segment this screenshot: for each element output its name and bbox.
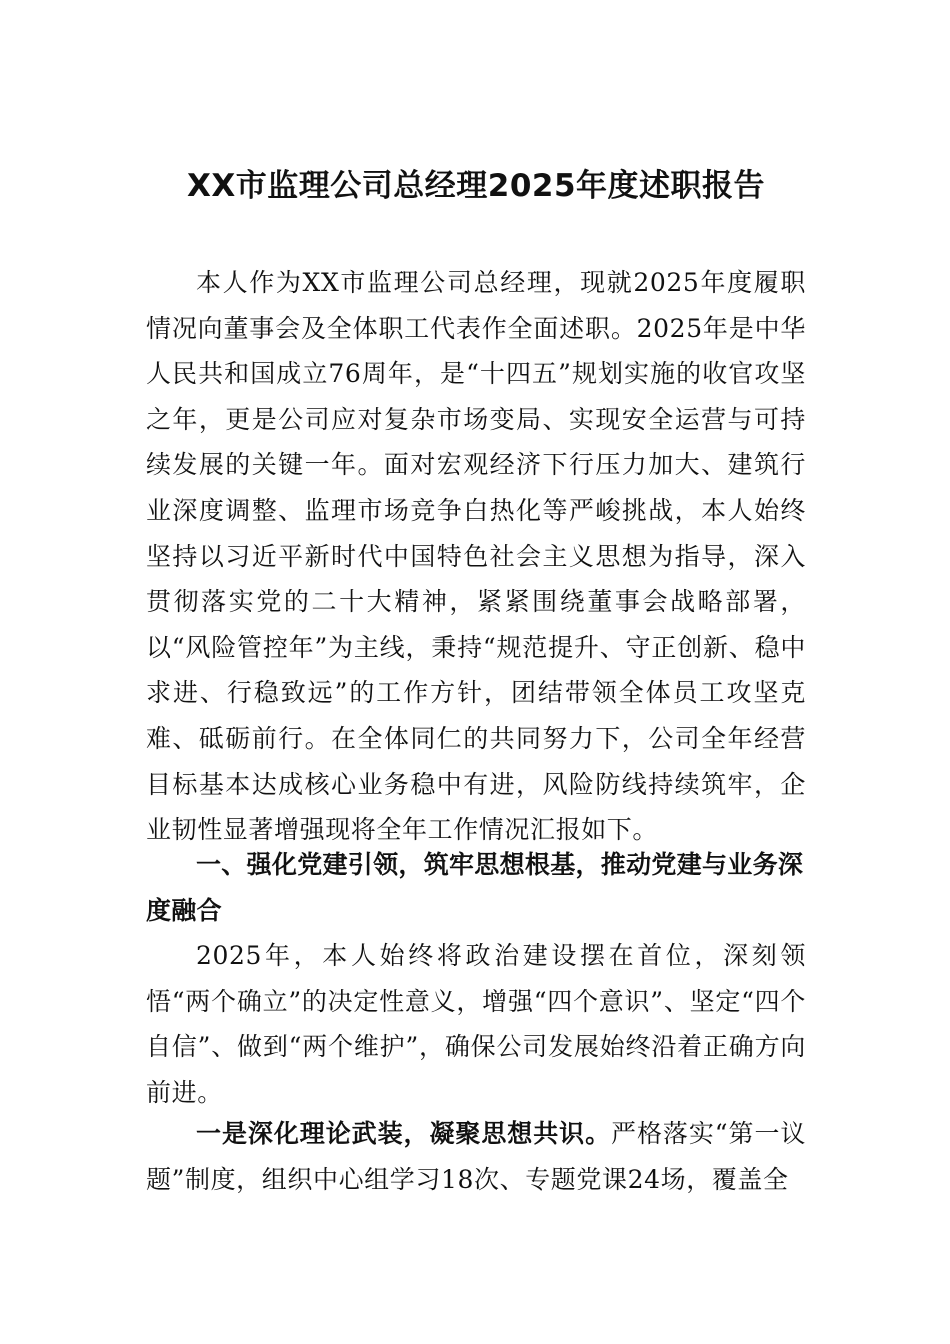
document-title: XX市监理公司总经理2025年度述职报告: [186, 168, 766, 204]
item-1-text: 严格落实“第一议题”制度，组织中心组学习18次、专题党课24场，覆盖全: [146, 1119, 806, 1194]
item-1-paragraph: [146, 1111, 806, 1202]
intro-paragraph: 本人作为XX市监理公司总经理，现就2025年度履职情况向董事会及全体职工代表作全面述职。2025年是中华人民共和国成立76周年，是“十四五”规划实施的收官攻坚之年，更是公司应对复杂市场变局、实现安全运营与可持续发展的关键一年。面对宏观经济下行压力加大、建筑行业深度调整、监理市场竞争白热化等严峻挑战，本人始终坚持以习近平新时代中国特色社会主义思想为指导，深入贯彻落实党的二十大精神，紧紧围绕董事会战略部署，以“风险管控年”为主线，秉持“规范提升、守正创新、稳中求进、行稳致远”的工作方针，团结带领全体员工攻坚克难、砥砺前行。在全体同仁的共同努力下，公司全年经营目标基本达成核心业务稳中有进，风险防线持续筑牢，企业韧性显著增强现将全年工作情况汇报如下。: [146, 268, 806, 845]
section-heading-1: 一、强化党建引领，筑牢思想根基，推动党建与业务深度融合: [146, 850, 804, 925]
item-1-lead: 一是深化理论武装，凝聚思想共识。: [196, 1119, 612, 1148]
section-1-paragraph: 2025年，本人始终将政治建设摆在首位，深刻领悟“两个确立”的决定性意义，增强“四个意识”、坚定“四个自信”、做到“两个维护”，确保公司发展始终沿着正确方向前进。: [146, 941, 806, 1107]
